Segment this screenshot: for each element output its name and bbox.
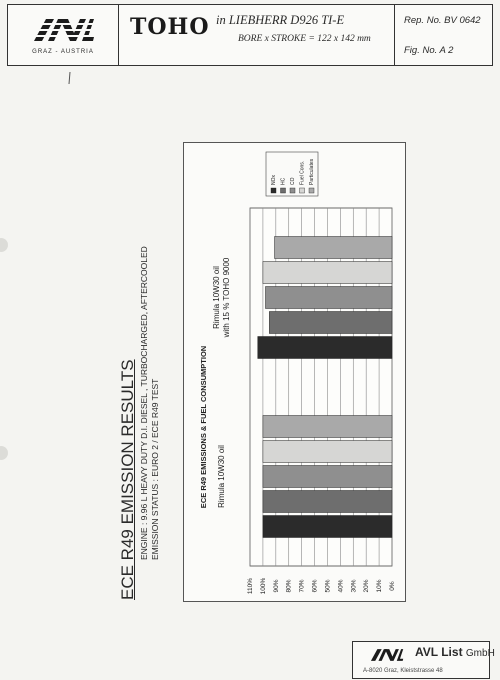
page-heading: ECE R49 EMISSION RESULTS [118,359,137,600]
legend-label: CO [290,177,296,185]
axis-tick-label: 90% [272,579,280,593]
category-label: Rimula 10W30 oil [217,445,226,508]
legend-label: NOx [271,175,277,185]
bar-co [265,287,392,309]
bar-co [263,466,392,488]
bore-stroke: BORE x STROKE = 122 x 142 mm [238,34,371,44]
category-label: Rimula 10W30 oil [212,266,221,329]
legend-swatch [300,188,305,193]
engine-spec: ENGINE : 9.96 L HEAVY DUTY D.I. DIESEL , TURBOCHARGED, AFTERCOOLED [139,246,149,560]
company-suffix: GmbH [465,648,495,659]
bar-particulates [263,416,392,438]
bar-hc [269,312,392,334]
category-label: with 15 % TOHO 9000 [222,257,231,338]
legend-swatch [290,188,295,193]
bar-nox [258,337,392,359]
logo-location: GRAZ - AUSTRIA [32,49,94,55]
axis-tick-label: 50% [324,579,332,593]
axis-tick-label: 110% [247,577,254,595]
bar-particulates [275,237,392,259]
axis-tick-label: 80% [285,579,293,593]
bar-nox [263,516,392,538]
company-name: AVL List GmbH [415,645,495,659]
avl-small-logo [363,648,409,662]
bar-fuel-cons- [263,441,392,463]
axis-tick-label: 40% [337,579,345,593]
legend-swatch [281,188,286,193]
engine-title: in LIEBHERR D926 TI-E [216,13,345,27]
legend-swatch [271,188,276,193]
legend-label: Particulates [309,158,315,185]
company-address: A-8020 Graz, Kleiststrasse 48 [363,668,443,674]
toho-brand-logo: TOHO [130,14,210,40]
axis-tick-label: 0% [389,581,396,591]
emission-status: EMISSION STATUS : EURO 2 / ECE R49 TEST [150,378,160,560]
axis-tick-label: 20% [363,579,371,593]
figure-number: Fig. No. A 2 [404,45,454,56]
legend-label: Fuel Cons. [299,160,306,185]
axis-tick-label: 70% [298,579,306,593]
chart-title: ECE R49 EMISSIONS & FUEL CONSUMPTION [199,345,208,509]
axis-tick-label: 30% [350,579,358,593]
axis-tick-label: 60% [311,579,319,593]
bar-hc [263,491,392,513]
legend-swatch [309,188,314,193]
company-stamp [352,641,495,679]
legend-label: HC [280,177,287,185]
axis-tick-label: 10% [376,579,384,593]
axis-tick-label: 100% [259,577,267,595]
report-number: Rep. No. BV 0642 [404,15,481,26]
bar-fuel-cons- [263,262,392,284]
